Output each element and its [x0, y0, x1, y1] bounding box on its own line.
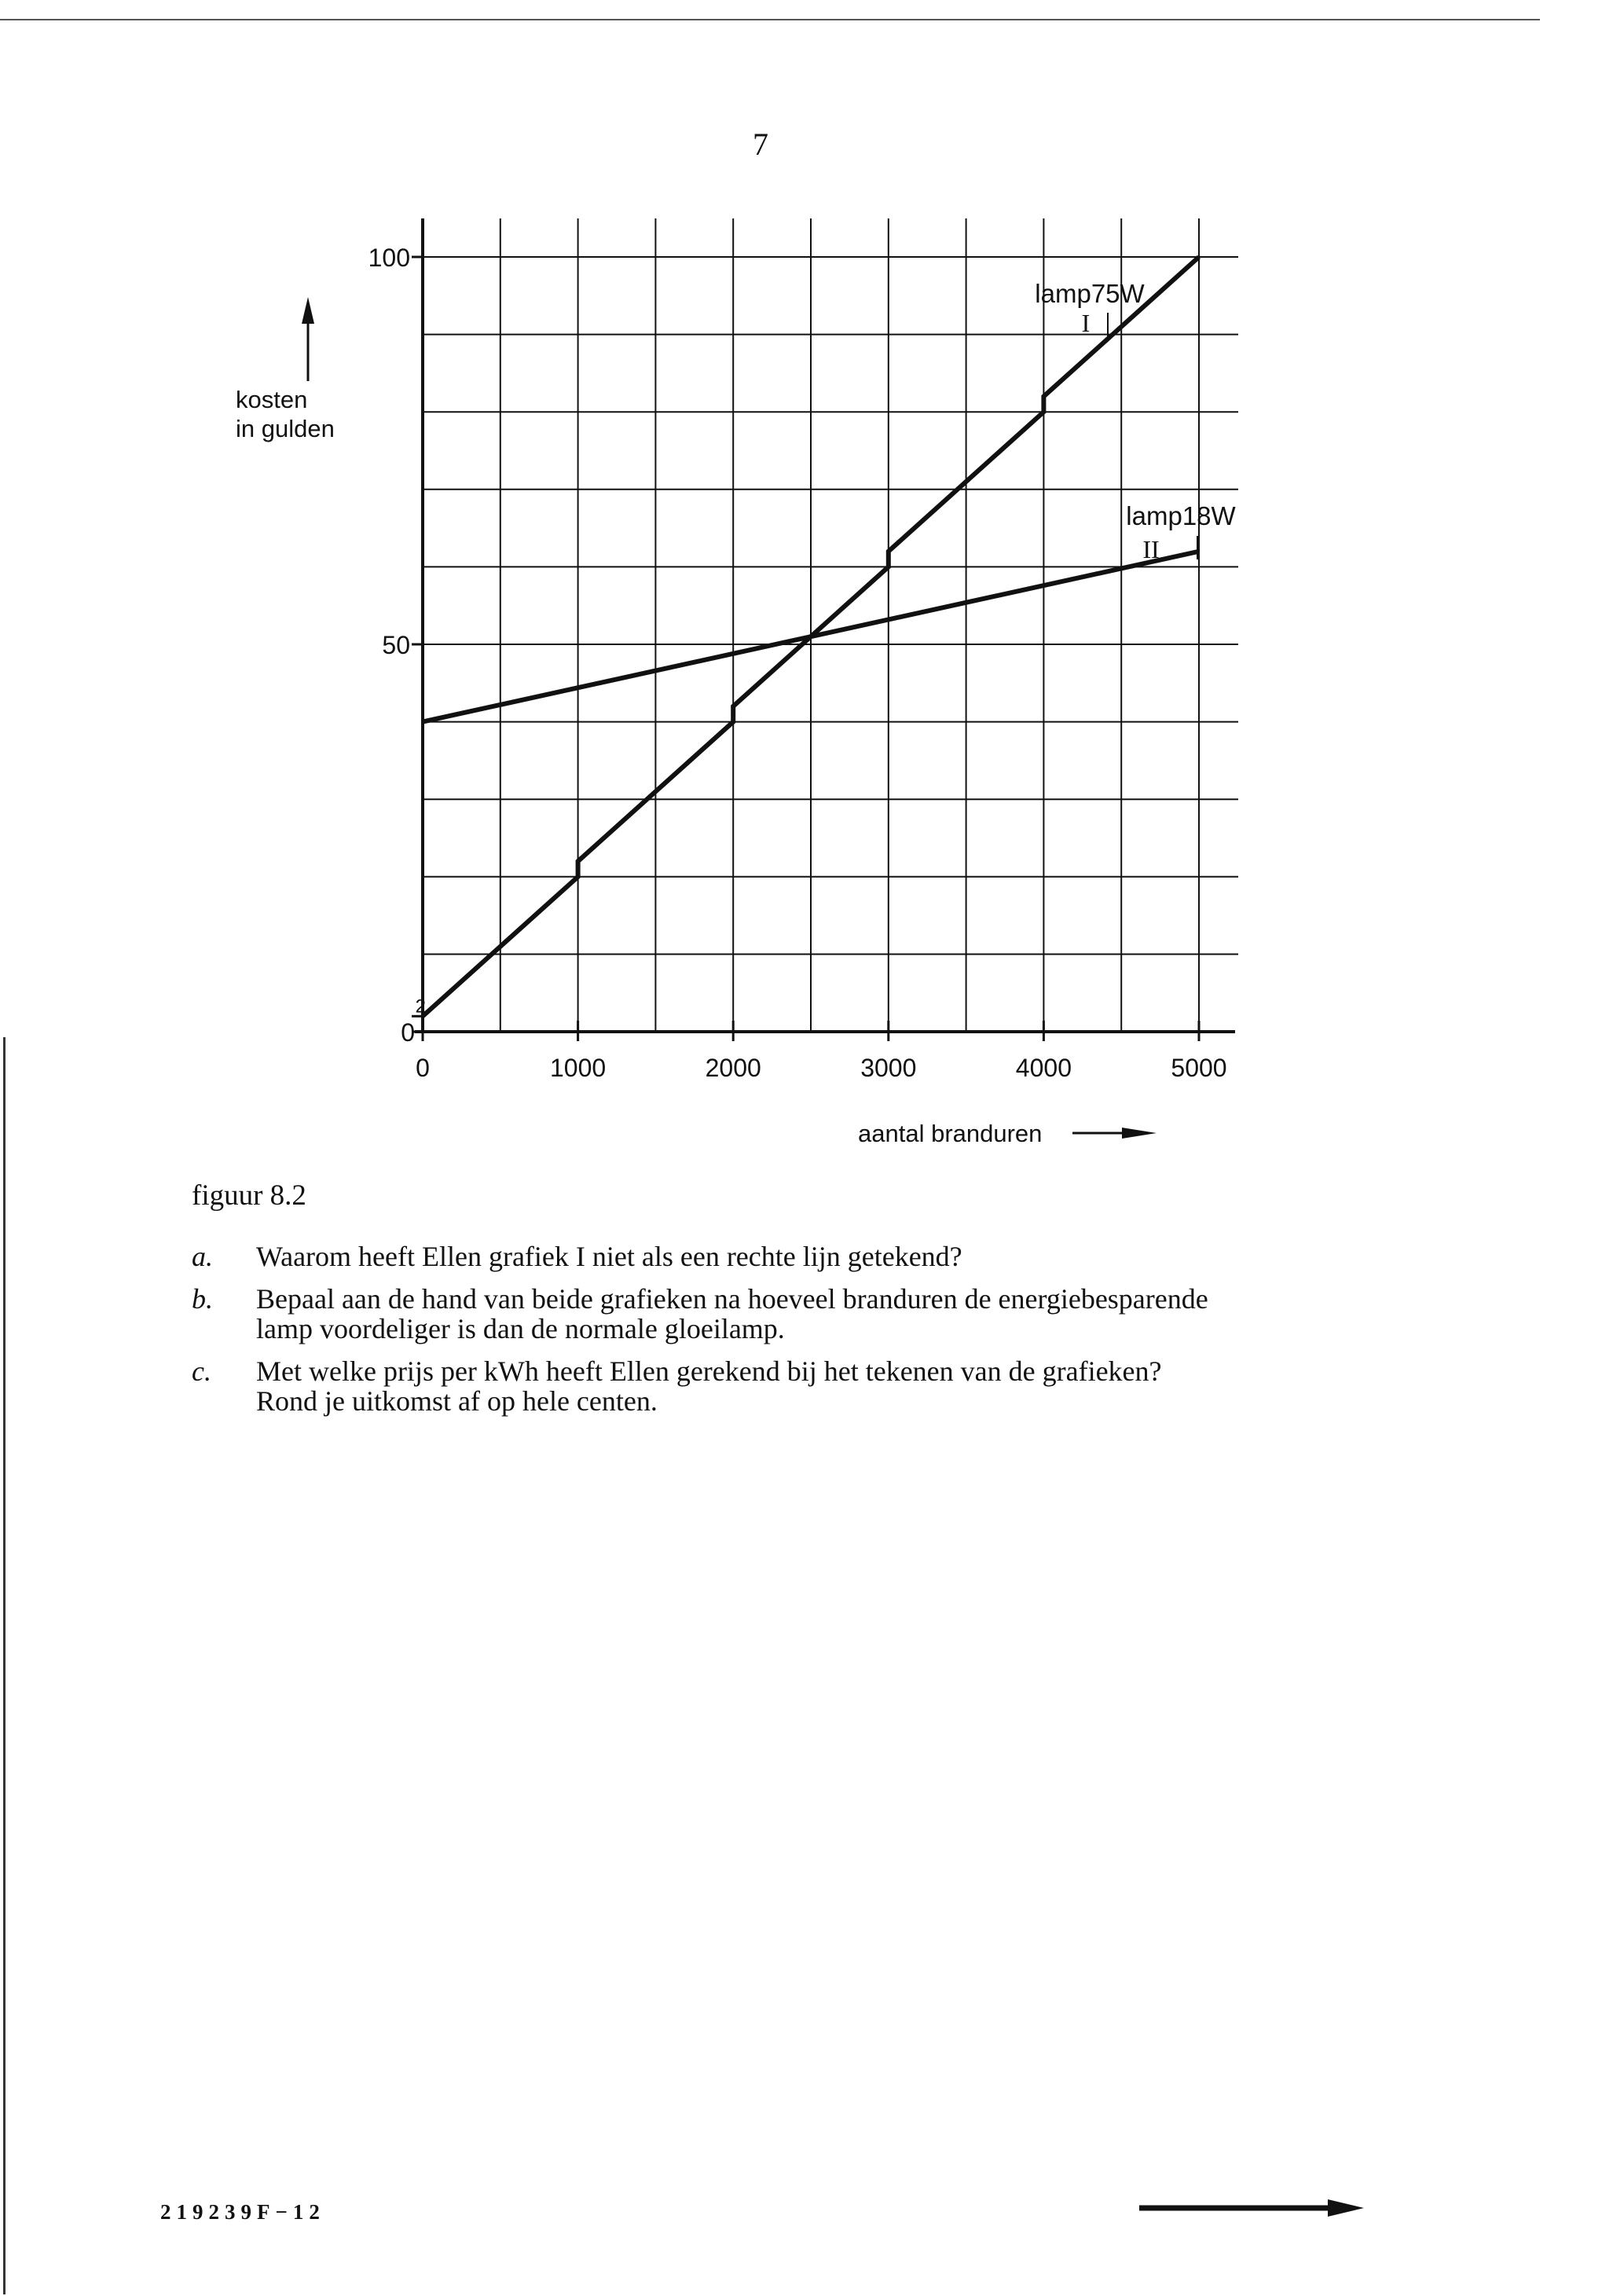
grid: [423, 218, 1238, 1032]
y-tick-label: 100: [368, 244, 410, 272]
question-text-line: lamp voordeliger is dan de normale gloeilamp.: [256, 1313, 785, 1344]
series-roman-numeral-ii: II: [1142, 535, 1160, 563]
y-axis-label-line-1: kosten: [236, 386, 308, 413]
chart-labels: [302, 244, 1237, 1147]
figure-caption: figuur 8.2: [192, 1179, 306, 1212]
question-a: [192, 1242, 1370, 1271]
question-text-line: Rond je uitkomst af op hele centen.: [256, 1385, 658, 1417]
question-text-line: Met welke prijs per kWh heeft Ellen gerekend bij het tekenen van de grafieken?: [256, 1355, 1162, 1387]
left-scan-edge: [3, 1037, 5, 2294]
y-tick-label: 2: [415, 996, 426, 1018]
y-axis-label-line-2: in gulden: [236, 415, 335, 442]
x-tick-label: 5000: [1171, 1054, 1227, 1082]
question-letter: a.: [192, 1241, 213, 1272]
x-tick-label: 1000: [550, 1054, 607, 1082]
series-label-lamp18w: lamp18W: [1126, 501, 1236, 530]
up-arrow-icon-head: [302, 297, 314, 324]
question-text-line: Bepaal aan de hand van beide grafieken na hoeveel branduren de energiebesparende: [256, 1283, 1208, 1315]
next-page-arrow-icon: [1139, 2196, 1367, 2220]
question-list: [192, 1242, 1370, 1429]
x-tick-label: 0: [416, 1054, 430, 1082]
x-tick-label: 4000: [1015, 1054, 1072, 1082]
series-roman-numeral-i: I: [1081, 309, 1091, 337]
x-axis-label: aantal branduren: [858, 1120, 1043, 1147]
question-c: [192, 1356, 1370, 1416]
question-letter: c.: [192, 1355, 211, 1387]
footer-code: 219239F−12: [160, 2200, 325, 2224]
page-number: 7: [753, 127, 768, 162]
right-arrow-icon-head: [1122, 1128, 1157, 1139]
y-tick-label: 50: [382, 631, 410, 659]
question-letter: b.: [192, 1283, 213, 1315]
y-axis-label: [236, 385, 393, 443]
x-tick-label: 3000: [860, 1054, 917, 1082]
y-tick-label: 0: [401, 1018, 415, 1047]
question-b: [192, 1284, 1370, 1344]
series-label-lamp75w: lamp75W: [1035, 279, 1145, 308]
x-tick-label: 2000: [705, 1054, 761, 1082]
question-text-line: Waarom heeft Ellen grafiek I niet als een rechte lijn getekend?: [256, 1241, 962, 1272]
